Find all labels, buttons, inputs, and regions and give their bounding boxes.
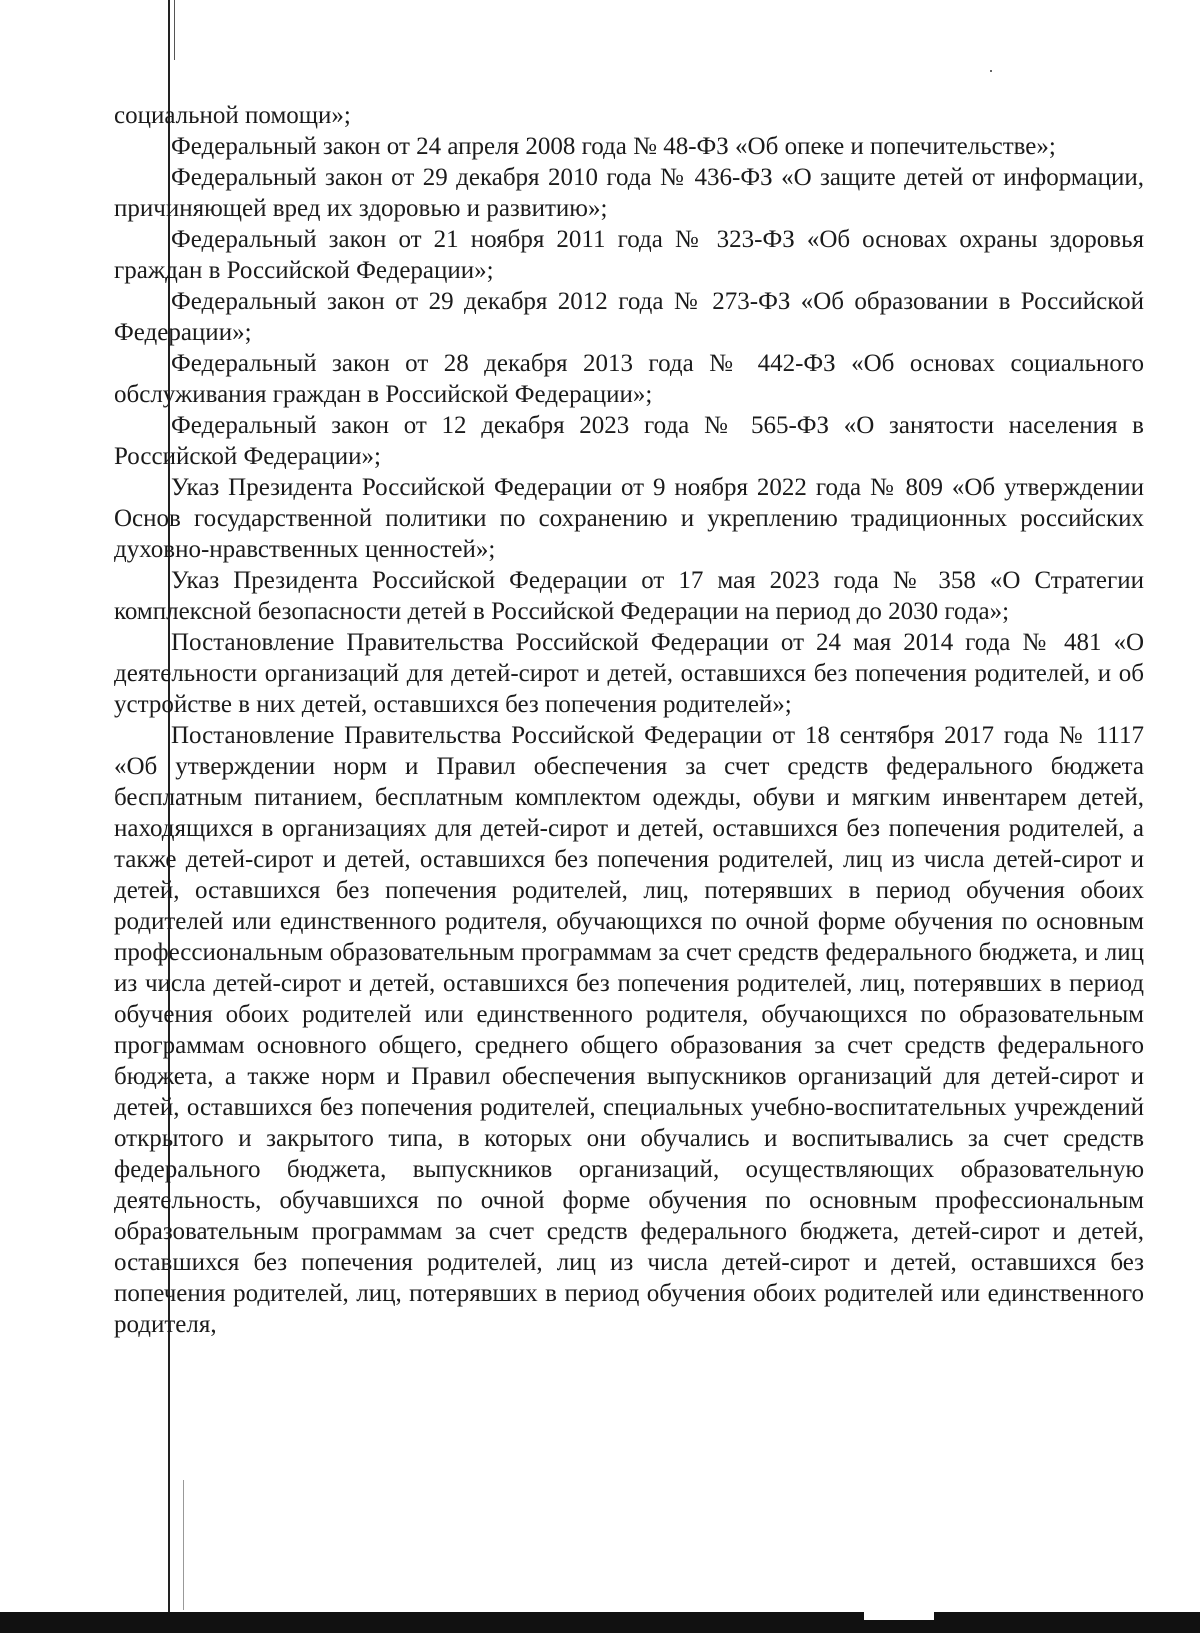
paragraph-decree-809: Указ Президента Российской Федерации от 9 ноября 2022 года № 809 «Об утверждении Основ государственной политики по сохранению и укреплению традиционных российских духовно-нравственных ценностей»; bbox=[114, 474, 1144, 563]
paragraph-decree-358: Указ Президента Российской Федерации от 17 мая 2023 года № 358 «О Стратегии комплексной безопасности детей в Российской Федерации на период до 2030 года»; bbox=[114, 567, 1144, 625]
paragraph-resolution-481: Постановление Правительства Российской Федерации от 24 мая 2014 года № 481 «О деятельности организаций для детей-сирот и детей, оставшихся без попечения родителей, и об устройстве в них детей, оставшихся без попечения родителей»; bbox=[114, 629, 1144, 718]
paragraph-law-436-fz: Федеральный закон от 29 декабря 2010 года № 436-ФЗ «О защите детей от информации, причиняющей вред их здоровью и развитию»; bbox=[114, 164, 1144, 222]
paragraph-law-48-fz: Федеральный закон от 24 апреля 2008 года № 48-ФЗ «Об опеке и попечительстве»; bbox=[171, 133, 1056, 160]
scan-speck bbox=[990, 70, 992, 72]
paragraph-continuation: социальной помощи»; bbox=[114, 102, 351, 129]
document-body bbox=[114, 100, 1144, 1340]
scan-artifact-short-line bbox=[174, 0, 175, 60]
paragraph-law-565-fz: Федеральный закон от 12 декабря 2023 года № 565-ФЗ «О занятости населения в Российской Федерации»; bbox=[114, 412, 1144, 470]
paragraph-law-323-fz: Федеральный закон от 21 ноября 2011 года № 323-ФЗ «Об основах охраны здоровья граждан в Российской Федерации»; bbox=[114, 226, 1144, 284]
paragraph-law-273-fz: Федеральный закон от 29 декабря 2012 года № 273-ФЗ «Об образовании в Российской Федерации»; bbox=[114, 288, 1144, 346]
paragraph-law-442-fz: Федеральный закон от 28 декабря 2013 года № 442-ФЗ «Об основах социального обслуживания граждан в Российской Федерации»; bbox=[114, 350, 1144, 408]
paragraph-resolution-1117: Постановление Правительства Российской Федерации от 18 сентября 2017 года № 1117 «Об утверждении норм и Правил обеспечения за счет средств федерального бюджета бесплатным питанием, бесплатным комплектом одежды, обуви и мягким инвентарем детей, находящихся в организациях для детей-сирот и детей, оставшихся без попечения родителей, а также детей-сирот и детей, оставшихся без попечения родителей, лиц из числа детей-сирот и детей, оставшихся без попечения родителей, лиц, потерявших в период обучения обоих родителей или единственного родителя, обучающихся по очной форме обучения по основным профессиональным образовательным программам за счет средств федерального бюджета, и лиц из числа детей-сирот и детей, оставшихся без попечения родителей, лиц, потерявших в период обучения обоих родителей или единственного родителя, обучающихся по образовательным программам основного общего, среднего общего образования за счет средств федерального бюджета, а также норм и Правил обеспечения выпускников организаций для детей-сирот и детей, оставшихся без попечения родителей, специальных учебно-воспитательных учреждений открытого и закрытого типа, в которых они обучались и воспитывались за счет средств федерального бюджета, выпускников организаций, осуществляющих образовательную деятельность, обучавшихся по очной форме обучения по основным профессиональным образовательным программам за счет средств федерального бюджета, детей-сирот и детей, оставшихся без попечения родителей, лиц из числа детей-сирот и детей, оставшихся без попечения родителей, лиц, потерявших в период обучения обоих родителей или единственного родителя, bbox=[114, 722, 1144, 1338]
scan-bottom-border bbox=[0, 1612, 1200, 1633]
scan-artifact-faint-line bbox=[183, 1480, 184, 1610]
scan-bottom-gap bbox=[864, 1612, 934, 1620]
